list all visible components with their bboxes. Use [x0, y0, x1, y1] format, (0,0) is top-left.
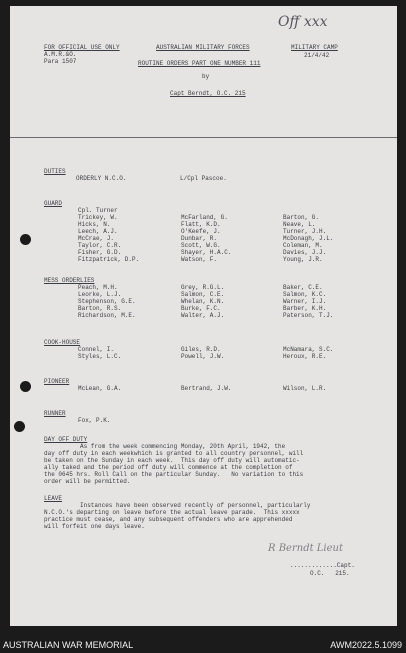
official-use-label: FOR OFFICIAL USE ONLY — [44, 44, 120, 51]
guard-name: Scott, W.G. — [181, 242, 221, 249]
body-line: N.C.O.'s departing on leave before the actual leave parade. This xxxxx — [44, 509, 300, 516]
order-date: 21/4/42 — [304, 52, 330, 59]
body-line: practice must cease, and any subsequent offenders who are apprehended — [44, 516, 293, 523]
by-label: by — [202, 73, 210, 80]
mess-name: Barton, R.S. — [78, 305, 122, 312]
body-line: the 0645 hrs. Roll Call on the particular Sunday. No variation to this — [44, 471, 304, 478]
pioneer-name-3: Wilson, L.R. — [283, 385, 327, 392]
day-off-duty-body — [44, 443, 303, 485]
duties-heading: DUTIES — [44, 168, 66, 175]
cook-name: Styles, L.C. — [78, 353, 122, 360]
punch-hole — [14, 421, 25, 432]
camp-label: MILITARY CAMP — [291, 44, 338, 51]
guard-name: Fisher, G.D. — [78, 249, 122, 256]
footer-accession-number: AWM2022.5.1099 — [330, 640, 402, 650]
body-line: As from the week commencing Monday, 20th April, 1942, the — [44, 443, 286, 450]
cook-house-heading: COOK-HOUSE — [44, 339, 81, 346]
orderly-nco-name: L/Cpl Pascoe. — [180, 175, 227, 182]
mess-column-2 — [181, 284, 224, 319]
cook-name: Giles, R.D. — [181, 346, 221, 353]
mess-name: Walter, A.J. — [181, 312, 225, 319]
guard-name: Leech, A.J. — [78, 228, 118, 235]
guard-name: Young, J.R. — [283, 256, 323, 263]
punch-hole — [20, 381, 31, 392]
body-line: ally taked and the period off duty will commence at the completion of — [44, 464, 293, 471]
mess-name: Barber, K.H. — [283, 305, 327, 312]
guard-heading: GUARD — [44, 200, 63, 207]
mess-name: Burke, F.C. — [181, 305, 221, 312]
guard-name: Dunbar, R. — [181, 235, 218, 242]
mess-name: Paterson, T.J. — [283, 312, 334, 319]
cook-name: McNamara, S.C. — [283, 346, 334, 353]
leave-heading: LEAVE — [44, 495, 63, 502]
mess-name: Salmon, K.C. — [283, 291, 327, 298]
mess-name: Grey, R.G.L. — [181, 284, 225, 291]
amr-label: A.M.R.&O. — [44, 51, 77, 58]
guard-column-2 — [181, 214, 231, 263]
guard-name: McCrae, J. — [78, 235, 115, 242]
issuing-officer: Capt Berndt, O.C. 215 — [170, 90, 246, 97]
guard-name: Shayer, H.A.C. — [181, 249, 232, 256]
body-line: day off duty in each weekwhich is granted to all country personnel, will — [44, 450, 304, 457]
mess-name: Leorke, L.J. — [78, 291, 122, 298]
para-label: Para 1507 — [44, 58, 77, 65]
cook-name: Powell, J.W. — [181, 353, 225, 360]
guard-name: Davies, J.J. — [283, 249, 327, 256]
mess-name: Stephenson, G.E. — [78, 298, 136, 305]
body-line: be taken on the Sunday in each week. This day off duty will automatic- — [44, 457, 300, 464]
guard-name: McFarland, G. — [181, 214, 228, 221]
guard-name: Hicks, N. — [78, 221, 111, 228]
guard-name: Neave, L. — [283, 221, 316, 228]
signature-line: .............Capt. — [290, 562, 355, 569]
guard-name: O'Keefe, J. — [181, 228, 221, 235]
guard-column-3 — [283, 214, 333, 263]
guard-name: Coleman, M. — [283, 242, 323, 249]
runner-name: Fox, P.K. — [78, 417, 111, 424]
cook-column-3 — [283, 346, 333, 360]
orderly-nco-label: ORDERLY N.C.O. — [76, 175, 127, 182]
mess-name: Whelan, K.N. — [181, 298, 225, 305]
guard-name: Fitzpatrick, D.P. — [78, 256, 140, 263]
cook-column-2 — [181, 346, 224, 360]
footer-archive-name: AUSTRALIAN WAR MEMORIAL — [3, 640, 134, 650]
day-off-duty-heading: DAY OFF DUTY — [44, 436, 88, 443]
guard-name: Turner, J.H. — [283, 228, 327, 235]
pioneer-heading: PIONEER — [44, 378, 70, 385]
document-page — [10, 6, 397, 626]
mess-column-1 — [78, 284, 136, 319]
guard-name: Flatt, K.D. — [181, 221, 221, 228]
leave-body — [44, 502, 310, 530]
punch-hole — [20, 234, 31, 245]
body-line: order will be permitted. — [44, 478, 131, 485]
mess-name: Baker, C.E. — [283, 284, 323, 291]
runner-heading: RUNNER — [44, 410, 66, 417]
guard-column-1 — [78, 207, 139, 263]
mess-orderlies-heading: MESS ORDERLIES — [44, 277, 95, 284]
header-divider — [10, 137, 397, 138]
cook-name: Heroux, R.E. — [283, 353, 327, 360]
routine-orders-title: ROUTINE ORDERS PART ONE NUMBER 111 — [138, 60, 261, 67]
force-title: AUSTRALIAN MILITARY FORCES — [156, 44, 250, 51]
guard-name: Barton, G. — [283, 214, 320, 221]
pioneer-name-1: McLean, G.A. — [78, 385, 122, 392]
pioneer-name-2: Bertrand, J.W. — [181, 385, 232, 392]
body-line: Instances have been observed recently of personnel, particularly — [44, 502, 311, 509]
mess-name: Salmon, C.E. — [181, 291, 225, 298]
signature-unit: O.C. 215. — [310, 570, 350, 577]
guard-name: McDonagh, J.L. — [283, 235, 334, 242]
mess-name: Peach, M.H. — [78, 284, 118, 291]
mess-name: Warner, I.J. — [283, 298, 327, 305]
cook-column-1 — [78, 346, 121, 360]
guard-name: Taylor, C.R. — [78, 242, 122, 249]
mess-name: Richardson, M.E. — [78, 312, 136, 319]
cook-name: Connel, I. — [78, 346, 115, 353]
body-line: will forfeit one days leave. — [44, 523, 145, 530]
guard-name: Trickey, W. — [78, 214, 118, 221]
guard-name: Watson, F. — [181, 256, 218, 263]
mess-column-3 — [283, 284, 333, 319]
handwritten-signature: R Berndt Lieut — [268, 543, 344, 554]
handwritten-annotation: Off xxx — [278, 14, 328, 30]
guard-name: Cpl. Turner — [78, 207, 118, 214]
